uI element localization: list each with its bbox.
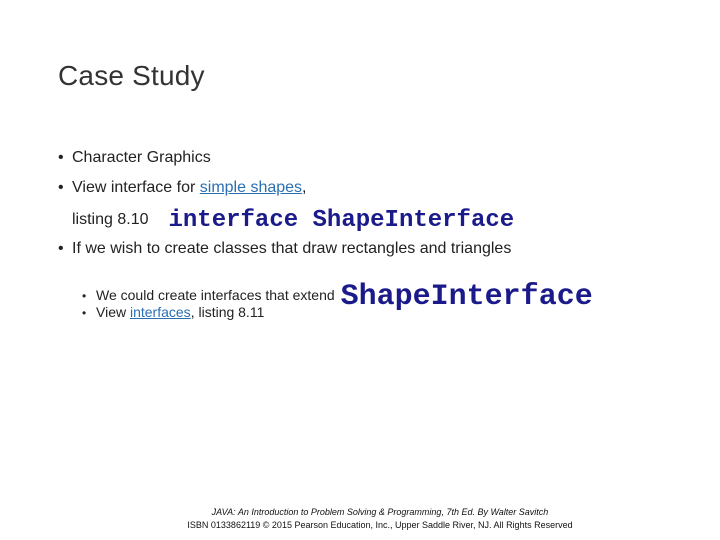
bullet-text: Character Graphics [72, 149, 211, 166]
bullet-character-graphics [58, 149, 211, 167]
bullet-view-interface [58, 179, 307, 197]
slide-title: Case Study [58, 60, 205, 91]
listing-label: listing 8.10 [72, 211, 149, 228]
simple-shapes-link[interactable]: simple shapes [199, 179, 303, 196]
bullet-rectangles-triangles [58, 240, 511, 258]
interfaces-link[interactable]: interfaces [129, 304, 191, 320]
bullet-text: View interface for [72, 179, 200, 196]
footer-copyright: ISBN 0133862119 © 2015 Pearson Education, Inc., Upper Saddle River, NJ. All Rights Reserved [187, 520, 573, 530]
bullet-text-suffix: , [302, 179, 307, 196]
sub-bullet-dot-icon: • [82, 306, 87, 320]
sub-bullet-suffix: , listing 8.11 [190, 304, 265, 320]
bullet-text: If we wish to create classes that draw rectangles and triangles [72, 240, 512, 257]
bullet-continuation [72, 205, 514, 232]
sub-bullet-view-interfaces [82, 304, 264, 320]
sub-bullet-dot-icon: • [82, 289, 87, 303]
bullet-dot-icon: • [58, 149, 64, 166]
bullet-dot-icon: • [58, 240, 64, 257]
sub-bullet-text: We could create interfaces that extend [96, 287, 335, 303]
sub-bullet-text: View [96, 304, 130, 320]
code-interface-declaration: interface ShapeInterface [168, 207, 515, 234]
bullet-dot-icon: • [58, 179, 64, 196]
code-shape-interface: ShapeInterface [340, 280, 593, 314]
footer-book-title: JAVA: An Introduction to Problem Solving & Programming, 7th Ed. By Walter Savitch [211, 507, 549, 517]
